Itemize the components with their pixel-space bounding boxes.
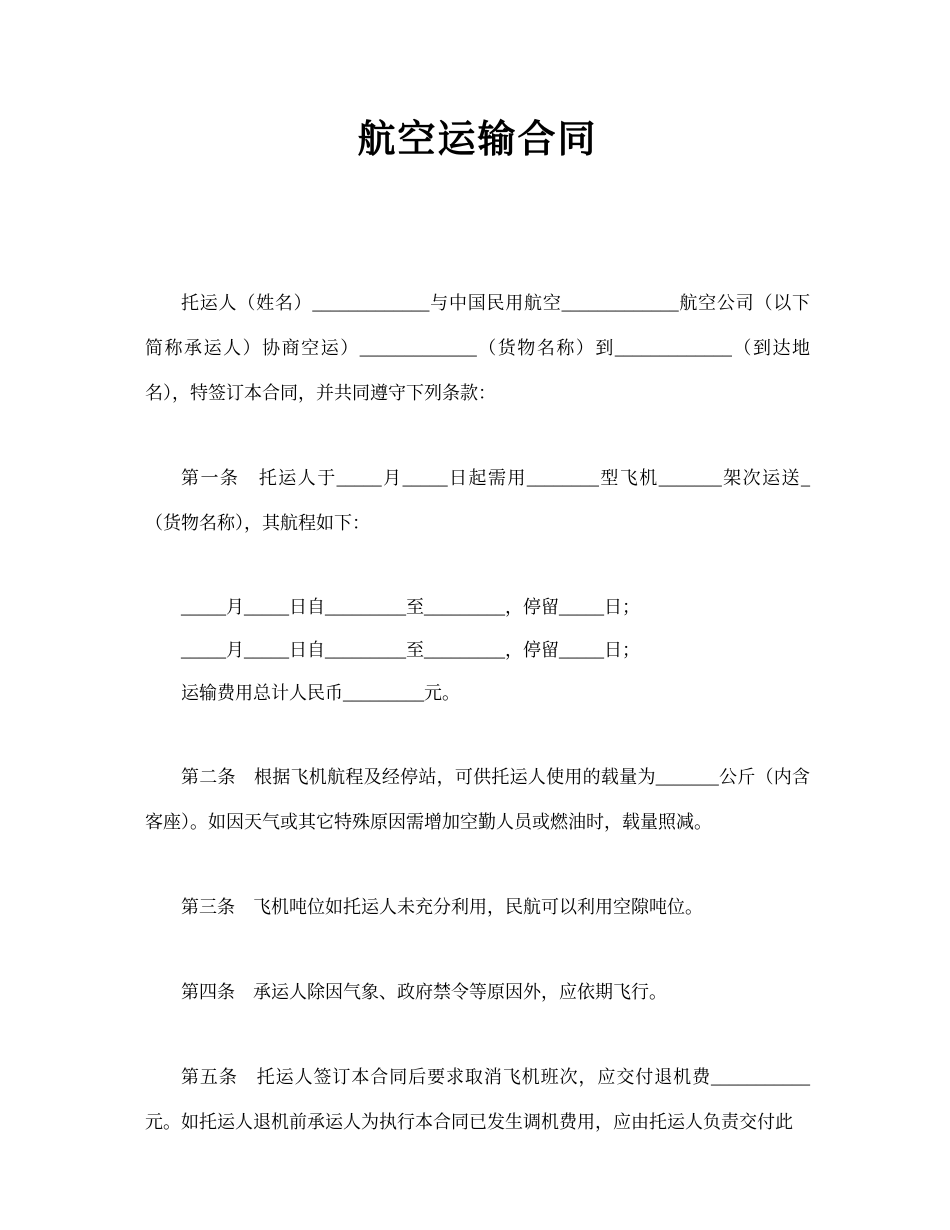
- document-title: 航空运输合同: [357, 119, 598, 161]
- paragraph-article-2: 第二条 根据飞机航程及经停站，可供托运人使用的载量为_______公斤（内含客座）。如因天气或其它特殊原因需增加空勤人员或燃油时，载量照减。: [145, 767, 810, 832]
- schedule-line-1: _____月_____日自_________至_________，停留_____日；: [181, 597, 640, 617]
- paragraph-article-5: 第五条 托运人签订本合同后要求取消飞机班次，应交付退机费___________元。如托运人退机前承运人为执行本合同已发生调机费用，应由托运人负责交付此: [145, 1067, 810, 1132]
- schedule-line-2: _____月_____日自_________至_________，停留_____日；: [181, 640, 640, 660]
- paragraph-article-4: 第四条 承运人除因气象、政府禁令等原因外，应依期飞行。: [181, 982, 667, 1002]
- paragraph-article-1: 第一条 托运人于_____月_____日起需用________型飞机_______架次运送_（货物名称），其航程如下：: [145, 468, 810, 533]
- paragraph-intro: 托运人（姓名）_____________与中国民用航空_____________航空公司（以下简称承运人）协商空运）_____________（货物名称）到_____________（到达地名），特签订本合同，并共同遵守下列条款：: [145, 293, 810, 403]
- schedule-block: [145, 586, 810, 715]
- schedule-line-total-cost: 运输费用总计人民币_________元。: [181, 683, 460, 703]
- paragraph-article-3: 第三条 飞机吨位如托运人未充分利用，民航可以利用空隙吨位。: [181, 897, 703, 917]
